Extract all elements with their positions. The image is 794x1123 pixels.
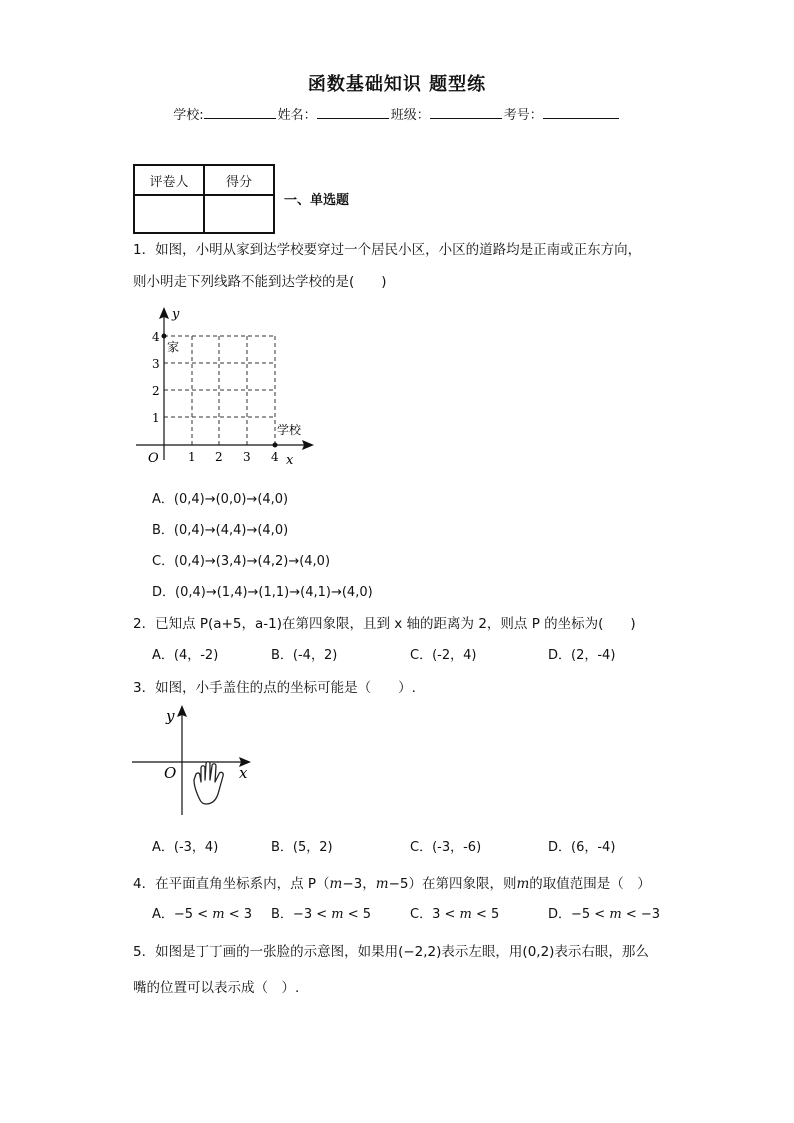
x-tick-3: 3 — [243, 450, 251, 464]
q1-grid — [164, 336, 275, 445]
section-title: 一、单选题 — [284, 193, 350, 208]
q5-text-c: 表示右眼，那么 — [554, 944, 649, 960]
q3-coordinate-figure — [130, 700, 260, 820]
y-tick-4: 4 — [152, 330, 160, 344]
school-label: 学校: — [173, 108, 204, 123]
q3-text: 3．如图，小手盖住的点的坐标可能是（ ）. — [133, 680, 416, 696]
q2-text: 2．已知点 P(a+5，a-1)在第四象限，且到 x 轴的距离为 2，则点 P 的坐标为( ) — [133, 616, 636, 632]
q4-option-d-var: m — [609, 907, 622, 922]
q5-text-a: 5．如图是丁丁画的一张脸的示意图，如果用 — [133, 944, 399, 960]
q2-option-a[interactable]: A．(4，-2) — [152, 648, 219, 663]
q2-option-d[interactable]: D．(2，-4) — [548, 648, 616, 663]
q1-x-label: x — [286, 453, 294, 468]
name-label: 姓名： — [277, 108, 317, 123]
school-blank[interactable] — [204, 105, 276, 119]
score-header: 得分 — [204, 165, 274, 195]
q1-text-line2: 则小明走下列线路不能到达学校的是( ) — [133, 274, 387, 290]
x-tick-1: 1 — [188, 450, 196, 464]
page-title: 函数基础知识 题型练 — [307, 74, 487, 95]
q5-text-line1 — [133, 940, 649, 960]
q3-x-label: x — [239, 764, 248, 782]
q4-option-c[interactable] — [410, 903, 499, 922]
q4-option-a-var: m — [212, 907, 225, 922]
q4-option-d[interactable] — [548, 903, 660, 922]
y-tick-3: 3 — [152, 357, 160, 371]
q4-option-a[interactable] — [152, 903, 252, 922]
q1-origin-label: O — [148, 451, 159, 466]
school-label-fig: 学校 — [277, 423, 302, 437]
exam-no-label: 考号： — [503, 108, 543, 123]
q4-var-m2: m — [375, 876, 389, 892]
class-label: 班级： — [390, 108, 430, 123]
q4-option-a-left: −5 < — [173, 907, 209, 922]
q1-coordinate-figure — [130, 300, 330, 470]
q5-coord-left-eye: (−2,2) — [398, 944, 442, 960]
q3-origin-label: O — [164, 764, 177, 782]
school-point — [273, 443, 278, 448]
home-point — [162, 334, 167, 339]
q2-option-c[interactable]: C．(-2，4) — [410, 648, 477, 663]
x-tick-2: 2 — [215, 450, 223, 464]
q1-option-d[interactable]: D．(0,4)→(1,4)→(1,1)→(4,1)→(4,0) — [152, 585, 373, 600]
q4-option-b-var: m — [331, 907, 344, 922]
q4-option-b[interactable] — [271, 903, 371, 922]
q4-var-m3: m — [516, 876, 530, 892]
q3-y-label: y — [166, 707, 175, 725]
q4-text-d: 的取值范围是（ ） — [529, 876, 651, 892]
student-info-line — [0, 104, 794, 123]
q4-option-b-left: −3 < — [292, 907, 328, 922]
q5-text-b: 表示左眼，用 — [441, 944, 523, 960]
q4-option-d-left: −5 < — [571, 907, 606, 922]
class-blank[interactable] — [430, 105, 502, 119]
q4-option-d-right: < −3 — [625, 907, 661, 922]
x-tick-4: 4 — [271, 450, 279, 464]
q4-option-c-prefix: C． — [410, 907, 433, 922]
q4-option-c-right: < 5 — [475, 907, 500, 922]
q1-option-a[interactable]: A．(0,4)→(0,0)→(4,0) — [152, 492, 289, 507]
q1-y-label: y — [172, 307, 180, 322]
q3-option-c[interactable]: C．(-3，-6) — [410, 840, 482, 855]
q1-option-b[interactable]: B．(0,4)→(4,4)→(4,0) — [152, 523, 289, 538]
y-tick-1: 1 — [152, 411, 160, 425]
score-cell[interactable] — [204, 195, 274, 233]
q1-option-c[interactable]: C．(0,4)→(3,4)→(4,2)→(4,0) — [152, 554, 331, 569]
q4-var-m1: m — [329, 876, 343, 892]
q3-option-d[interactable]: D．(6，-4) — [548, 840, 616, 855]
q4-option-d-prefix: D． — [548, 907, 572, 922]
q5-text-line2: 嘴的位置可以表示成（ ）. — [133, 980, 300, 996]
q3-option-b[interactable]: B．(5，2) — [271, 840, 333, 855]
q4-option-b-prefix: B． — [271, 907, 293, 922]
score-table — [133, 164, 275, 234]
q4-option-a-right: < 3 — [228, 907, 253, 922]
q2-option-b[interactable]: B．(-4，2) — [271, 648, 338, 663]
grader-header: 评卷人 — [134, 165, 204, 195]
q1-text-line1: 1．如图，小明从家到达学校要穿过一个居民小区，小区的道路均是正南或正东方向， — [133, 242, 642, 258]
q4-option-c-var: m — [459, 907, 472, 922]
q4-text-b: −3， — [342, 876, 376, 892]
q3-option-a[interactable]: A．(-3，4) — [152, 840, 219, 855]
q4-text-a: 4．在平面直角坐标系内，点 P（ — [133, 876, 330, 892]
home-label: 家 — [167, 340, 180, 354]
q4-option-b-right: < 5 — [347, 907, 372, 922]
q5-coord-right-eye: (0,2) — [522, 944, 555, 960]
q4-text — [133, 872, 651, 892]
q4-text-c: −5）在第四象限，则 — [388, 876, 517, 892]
hand-icon — [194, 762, 223, 804]
q4-option-c-left: 3 < — [432, 907, 456, 922]
exam-no-blank[interactable] — [543, 105, 619, 119]
y-tick-2: 2 — [152, 384, 160, 398]
grader-cell[interactable] — [134, 195, 204, 233]
name-blank[interactable] — [317, 105, 389, 119]
q4-option-a-prefix: A． — [152, 907, 174, 922]
